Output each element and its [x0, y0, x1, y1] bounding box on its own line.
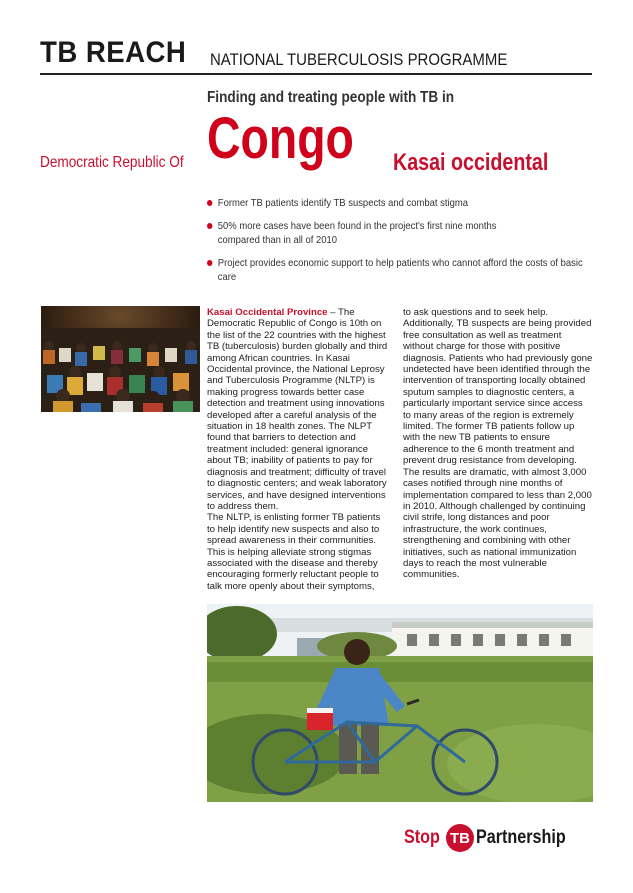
- article-paragraph: The NLTP, is enlisting former TB patients to help identify new suspects and also to spread awareness in their communities. This is helping alleviate strong stigmas associated with the disease and thereby encouraging formerly reluctant people to talk more openly about their symptoms,: [207, 512, 381, 592]
- header-subtitle: NATIONAL TUBERCULOSIS PROGRAMME: [210, 50, 508, 69]
- logo-tb-mark: TB: [446, 824, 474, 852]
- key-point-text: Former TB patients identify TB suspects and combat stigma: [217, 197, 468, 209]
- article-paragraph: to ask questions and to seek help. Additionally, TB suspects are being provided free consultation as well as treatment without charge for those with positive diagnosis. Patients who had previously gone undetected have been identified through the intervention of transporting locally obtained sputum samples to diagnostic centers, a particularly important service since access to many areas of the region is extremely limited. The former TB patients follow up with the new TB patients to ensure adherence to the 6 month treatment and prevent drug resistance from developing. The results are dramatic, with almost 3,000 cases notified through nine months of implementation compared to less than 2,000 in 2010. Although challenged by continuing civil strife, long distances and poor infrastructure, the work continues, strengthening and combining with other initiatives, such as national immunization days to reach the most vulnerable communities.: [403, 307, 593, 581]
- article-paragraph: – The Democratic Republic of Congo is 10th on the list of the 22 countries with the highest TB (tuberculosis) burden globally and third among African countries. In Kasai Occidental province, the National Leprosy and Tuberculosis Programme (NLTP) is making progress towards better case detection and treatment using innovations developed after a careful analysis of the situation in 18 health zones. The NLPT found that barriers to detection and treatment included: general ignorance about TB; inability of patients to pay for diagnosis and treatment; difficulty of travel to diagnostic centers; and weak laboratory services, and have designed interventions to address them.: [207, 307, 388, 512]
- logo-partnership: Partnership: [476, 827, 566, 848]
- bicycle-photo: [207, 604, 593, 802]
- bullet-icon: [207, 200, 212, 206]
- headline-region: Kasai occidental: [393, 149, 549, 176]
- headline-intro: Finding and treating people with TB in: [207, 89, 455, 106]
- key-point: [207, 256, 594, 284]
- article-lead: Kasai Occidental Province: [207, 307, 328, 318]
- crowd-photo: [41, 306, 200, 412]
- bullet-icon: [207, 223, 212, 229]
- bicycle-photo-illustration: [207, 604, 593, 802]
- key-point-text: 50% more cases have been found in the project's first nine months compared than in all of 2010: [217, 220, 497, 246]
- article-column-2: [403, 307, 593, 581]
- stop-tb-partnership-logo: [404, 822, 582, 854]
- crowd-photo-illustration: [41, 306, 200, 412]
- bullet-icon: [207, 260, 212, 266]
- article-column-1: [207, 307, 389, 592]
- key-point-text: Project provides economic support to help patients who cannot afford the costs of basic care: [217, 257, 583, 283]
- header-divider: [40, 73, 592, 75]
- key-point: [207, 196, 594, 210]
- key-point: [207, 219, 504, 247]
- key-points-list: [207, 196, 607, 293]
- headline-country: Congo: [207, 106, 354, 171]
- headline-prefix: Democratic Republic Of: [40, 154, 184, 171]
- header-title: TB REACH: [40, 36, 187, 69]
- logo-stop: Stop: [404, 827, 440, 848]
